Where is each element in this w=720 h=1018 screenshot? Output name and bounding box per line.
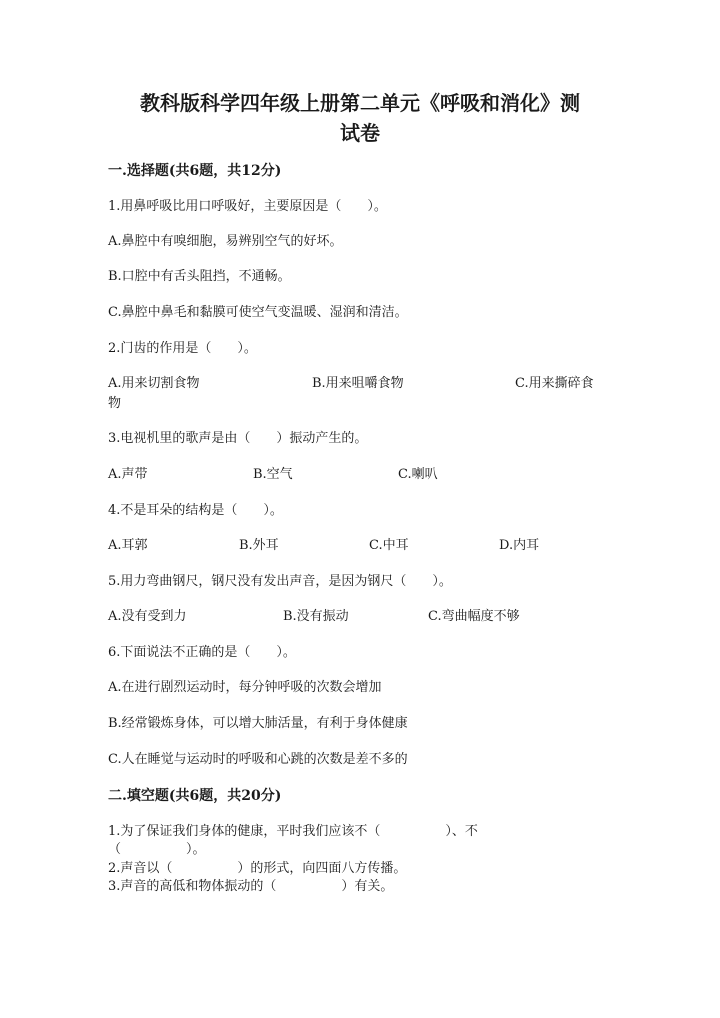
question-5-option-a: A.没有受到力 — [108, 609, 187, 624]
question-6-option-c: C.人在睡觉与运动时的呼吸和心跳的次数是差不多的 — [108, 752, 408, 767]
question-2-option-a: A.用来切割食物 — [108, 376, 200, 391]
question-1-option-a: A.鼻腔中有嗅细胞，易辨别空气的好坏。 — [108, 234, 343, 249]
question-2-option-b: B.用来咀嚼食物 — [312, 376, 404, 391]
page-title — [100, 88, 620, 148]
fill-question-2: 2.声音以（ ）的形式，向四面八方传播。 — [108, 861, 407, 876]
question-4-stem: 4.不是耳朵的结构是（ ）。 — [108, 503, 283, 518]
fill-question-3: 3.声音的高低和物体振动的（ ）有关。 — [108, 879, 394, 894]
question-3-stem: 3.电视机里的歌声是由（ ）振动产生的。 — [108, 431, 368, 446]
title-line-1: 教科版科学四年级上册第二单元《呼吸和消化》测 — [140, 91, 580, 115]
question-6-option-a: A.在进行剧烈运动时，每分钟呼吸的次数会增加 — [108, 680, 382, 695]
question-3-option-c: C.喇叭 — [398, 467, 438, 482]
question-5-option-c: C.弯曲幅度不够 — [428, 609, 520, 624]
question-2-stem: 2.门齿的作用是（ ）。 — [108, 341, 257, 356]
question-1-option-b: B.口腔中有舌头阻挡，不通畅。 — [108, 269, 291, 284]
section-1-heading: 一.选择题(共6题，共12分) — [108, 163, 282, 179]
question-1-stem: 1.用鼻呼吸比用口呼吸好，主要原因是（ ）。 — [108, 199, 387, 214]
fill-question-1-line-1: 1.为了保证我们身体的健康，平时我们应该不（ ）、不 — [108, 824, 478, 839]
question-6-option-b: B.经常锻炼身体，可以增大肺活量，有利于身体健康 — [108, 716, 408, 731]
section-2-heading: 二.填空题(共6题，共20分) — [108, 788, 282, 804]
fill-question-1-line-2: （ ）。 — [108, 842, 206, 857]
question-6-stem: 6.下面说法不正确的是（ ）。 — [108, 645, 296, 660]
question-4-option-b: B.外耳 — [239, 538, 279, 553]
question-2-option-c: C.用来撕碎食 — [515, 376, 594, 391]
question-3-option-b: B.空气 — [253, 467, 293, 482]
question-3-option-a: A.声带 — [108, 467, 148, 482]
question-4-option-d: D.内耳 — [499, 538, 540, 553]
question-5-stem: 5.用力弯曲钢尺，钢尺没有发出声音，是因为钢尺（ ）。 — [108, 574, 452, 589]
title-line-2: 试卷 — [340, 121, 380, 145]
question-5-option-b: B.没有振动 — [283, 609, 349, 624]
question-1-option-c: C.鼻腔中鼻毛和黏膜可使空气变温暖、湿润和清洁。 — [108, 305, 408, 320]
question-2-option-c-continued: 物 — [108, 396, 122, 411]
question-4-option-a: A.耳郭 — [108, 538, 148, 553]
question-4-option-c: C.中耳 — [369, 538, 409, 553]
